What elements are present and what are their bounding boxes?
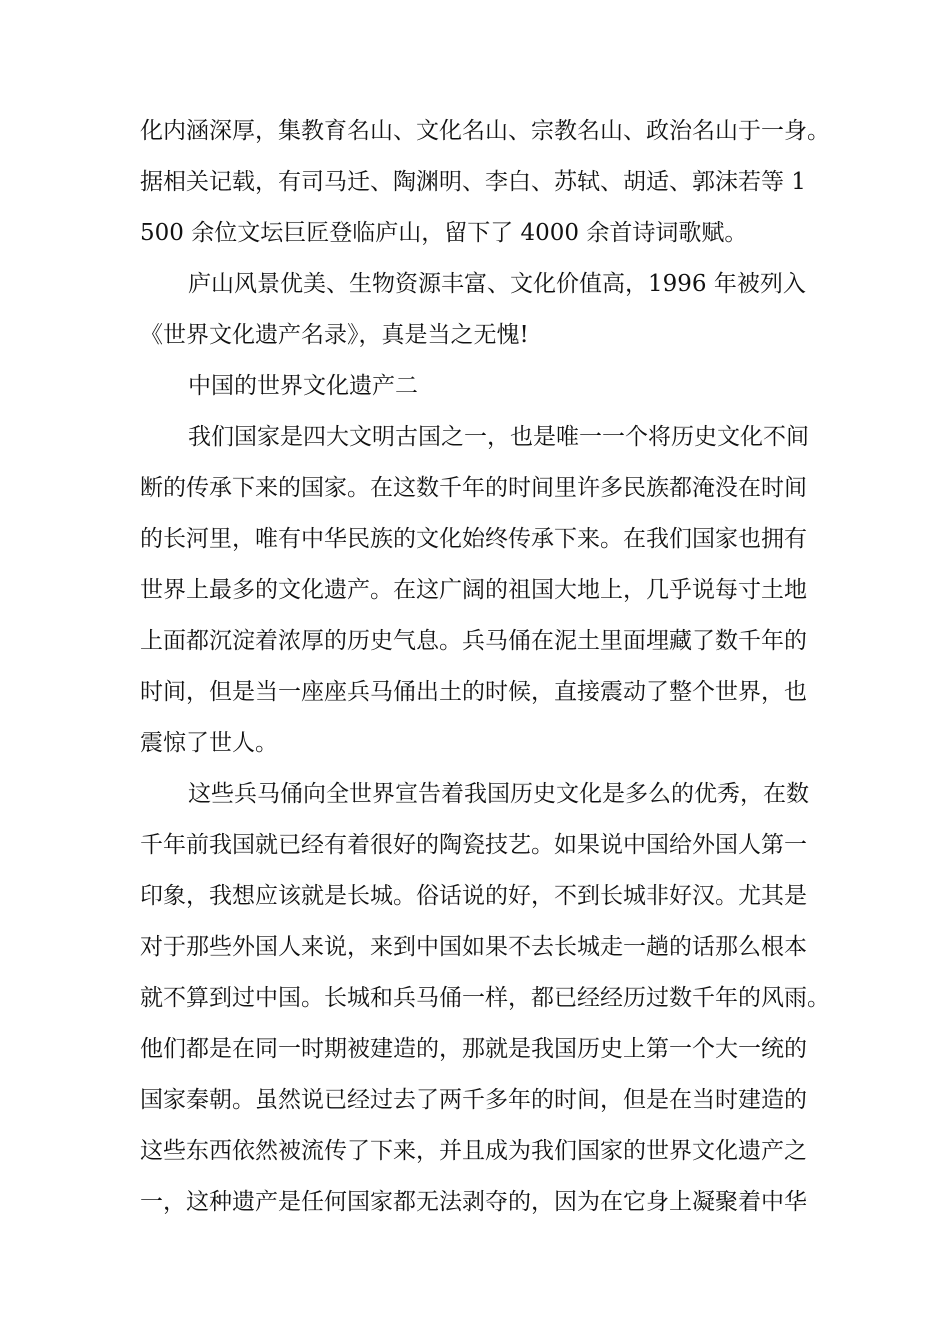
text-line: 庐山风景优美、生物资源丰富、文化价值高，1996 年被列入	[188, 271, 806, 297]
text-line: 中国的世界文化遗产二	[188, 373, 418, 399]
document-text	[140, 106, 830, 1228]
text-line: 化内涵深厚，集教育名山、文化名山、宗教名山、政治名山于一身。	[140, 118, 830, 144]
text-line: 500 余位文坛巨匠登临庐山，留下了 4000 余首诗词歌赋。	[140, 220, 748, 246]
text-line: 世界上最多的文化遗产。在这广阔的祖国大地上，几乎说每寸土地	[140, 577, 807, 603]
text-line: 千年前我国就已经有着很好的陶瓷技艺。如果说中国给外国人第一	[140, 832, 807, 858]
text-line: 就不算到过中国。长城和兵马俑一样，都已经经历过数千年的风雨。	[140, 985, 830, 1011]
text-line: 时间，但是当一座座兵马俑出土的时候，直接震动了整个世界，也	[140, 679, 807, 705]
text-line: 的长河里，唯有中华民族的文化始终传承下来。在我们国家也拥有	[140, 526, 807, 552]
text-line: 上面都沉淀着浓厚的历史气息。兵马俑在泥土里面埋藏了数千年的	[140, 628, 807, 654]
text-line: 我们国家是四大文明古国之一，也是唯一一个将历史文化不间	[188, 424, 809, 450]
text-line: 印象，我想应该就是长城。俗话说的好，不到长城非好汉。尤其是	[140, 883, 807, 909]
text-line: 断的传承下来的国家。在这数千年的时间里许多民族都淹没在时间	[140, 475, 807, 501]
text-line: 一，这种遗产是任何国家都无法剥夺的，因为在它身上凝聚着中华	[140, 1189, 807, 1215]
text-line: 对于那些外国人来说，来到中国如果不去长城走一趟的话那么根本	[140, 934, 807, 960]
text-line: 这些兵马俑向全世界宣告着我国历史文化是多么的优秀，在数	[188, 781, 809, 807]
text-line: 震惊了世人。	[140, 730, 278, 756]
text-line: 《世界文化遗产名录》，真是当之无愧!	[140, 322, 529, 348]
text-line: 据相关记载，有司马迁、陶渊明、李白、苏轼、胡适、郭沫若等 1	[140, 169, 806, 195]
text-line: 他们都是在同一时期被建造的，那就是我国历史上第一个大一统的	[140, 1036, 807, 1062]
text-line: 这些东西依然被流传了下来，并且成为我们国家的世界文化遗产之	[140, 1138, 807, 1164]
text-line: 国家秦朝。虽然说已经过去了两千多年的时间，但是在当时建造的	[140, 1087, 807, 1113]
